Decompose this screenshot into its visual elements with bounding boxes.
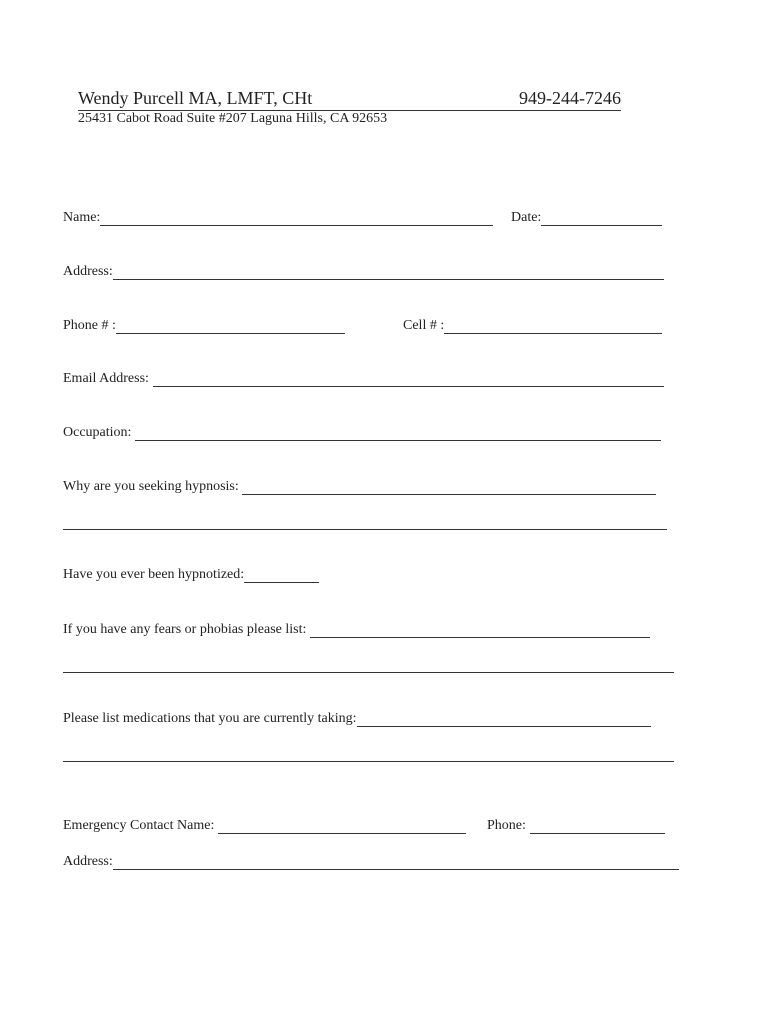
name-field[interactable] <box>100 212 493 226</box>
fears-row <box>63 622 650 638</box>
medications-field-continued[interactable] <box>63 760 674 762</box>
emergency-contact-row <box>63 818 466 834</box>
emergency-phone-row <box>487 818 665 834</box>
email-field[interactable] <box>153 373 664 387</box>
fears-field[interactable] <box>310 624 650 638</box>
emergency-name-label: Emergency Contact Name: <box>63 818 215 833</box>
medications-label: Please list medications that you are currently taking: <box>63 711 357 726</box>
cell-field[interactable] <box>444 320 662 334</box>
cell-row <box>403 318 662 334</box>
address-field[interactable] <box>113 266 664 280</box>
emergency-name-field[interactable] <box>218 820 466 834</box>
practitioner-address: 25431 Cabot Road Suite #207 Laguna Hills, CA 92653 <box>78 111 388 126</box>
emergency-phone-field[interactable] <box>530 820 665 834</box>
hypnotized-row <box>63 567 319 583</box>
address-label: Address: <box>63 264 113 279</box>
occupation-label: Occupation: <box>63 425 132 440</box>
phone-row <box>63 318 345 334</box>
name-row <box>63 210 493 226</box>
email-label: Email Address: <box>63 371 149 386</box>
phone-label: Phone # : <box>63 318 116 333</box>
emergency-address-row <box>63 854 679 870</box>
medications-row <box>63 711 651 727</box>
why-row <box>63 479 656 495</box>
practitioner-phone: 949-244-7246 <box>519 88 621 108</box>
medications-field[interactable] <box>357 713 651 727</box>
emergency-phone-label: Phone: <box>487 818 526 833</box>
hypnotized-field[interactable] <box>244 569 319 583</box>
hypnotized-label: Have you ever been hypnotized: <box>63 567 245 582</box>
date-row <box>511 210 662 226</box>
date-label: Date: <box>511 210 542 225</box>
fears-label: If you have any fears or phobias please list: <box>63 622 307 637</box>
practitioner-header <box>78 88 621 111</box>
name-label: Name: <box>63 210 101 225</box>
email-row <box>63 371 664 387</box>
address-row <box>63 264 664 280</box>
date-field[interactable] <box>541 212 662 226</box>
why-field[interactable] <box>242 481 656 495</box>
practitioner-name: Wendy Purcell MA, LMFT, CHt <box>78 88 313 108</box>
phone-field[interactable] <box>116 320 345 334</box>
cell-label: Cell # : <box>403 318 445 333</box>
occupation-row <box>63 425 661 441</box>
fears-field-continued[interactable] <box>63 671 674 673</box>
occupation-field[interactable] <box>135 427 661 441</box>
why-label: Why are you seeking hypnosis: <box>63 479 239 494</box>
emergency-address-label: Address: <box>63 854 113 869</box>
emergency-address-field[interactable] <box>113 856 679 870</box>
why-field-continued[interactable] <box>63 528 667 530</box>
